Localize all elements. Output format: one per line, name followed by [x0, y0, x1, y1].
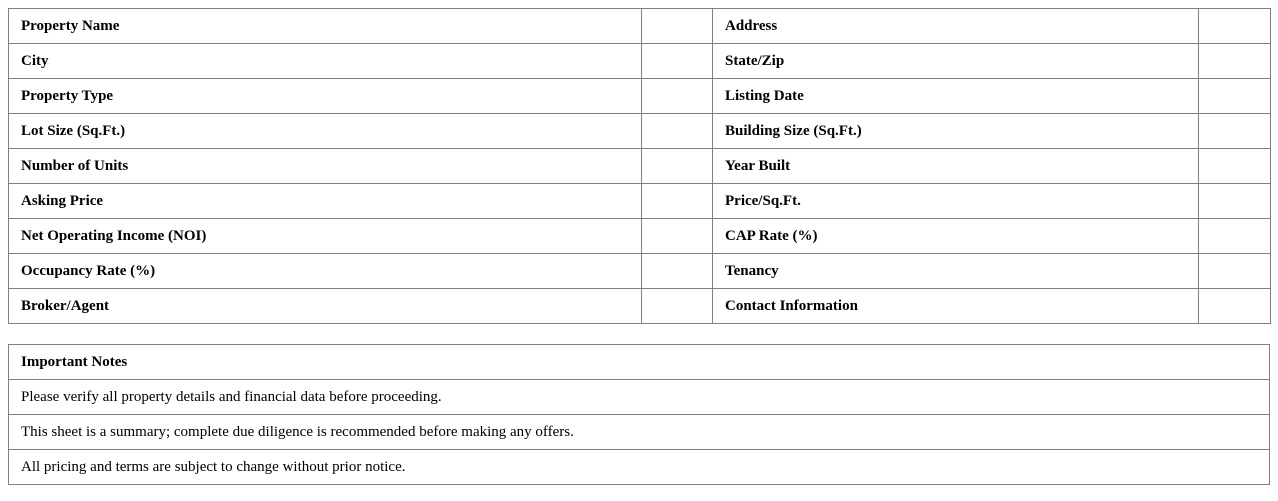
field-value-cap-rate[interactable]: [1199, 219, 1271, 254]
field-label-city: City: [9, 44, 642, 79]
field-value-number-of-units[interactable]: [642, 149, 713, 184]
field-label-building-size: Building Size (Sq.Ft.): [713, 114, 1199, 149]
field-value-property-type[interactable]: [642, 79, 713, 114]
field-value-broker-agent[interactable]: [642, 289, 713, 324]
field-label-contact-information: Contact Information: [713, 289, 1199, 324]
field-value-property-name[interactable]: [642, 9, 713, 44]
field-value-state-zip[interactable]: [1199, 44, 1271, 79]
field-label-number-of-units: Number of Units: [9, 149, 642, 184]
field-value-city[interactable]: [642, 44, 713, 79]
table-row: [9, 380, 1270, 415]
table-row: [9, 79, 1271, 114]
property-details-body: [9, 9, 1271, 324]
field-value-contact-information[interactable]: [1199, 289, 1271, 324]
field-value-asking-price[interactable]: [642, 184, 713, 219]
table-row: [9, 345, 1270, 380]
field-label-tenancy: Tenancy: [713, 254, 1199, 289]
field-label-property-name: Property Name: [9, 9, 642, 44]
table-row: [9, 114, 1271, 149]
table-row: [9, 184, 1271, 219]
field-value-building-size[interactable]: [1199, 114, 1271, 149]
field-value-address[interactable]: [1199, 9, 1271, 44]
field-label-address: Address: [713, 9, 1199, 44]
notes-heading: Important Notes: [9, 345, 1270, 380]
note-item: Please verify all property details and financial data before proceeding.: [9, 380, 1270, 415]
field-value-listing-date[interactable]: [1199, 79, 1271, 114]
important-notes-table: [8, 344, 1270, 485]
field-label-occupancy-rate: Occupancy Rate (%): [9, 254, 642, 289]
field-label-price-per-sqft: Price/Sq.Ft.: [713, 184, 1199, 219]
field-label-cap-rate: CAP Rate (%): [713, 219, 1199, 254]
field-label-broker-agent: Broker/Agent: [9, 289, 642, 324]
field-value-tenancy[interactable]: [1199, 254, 1271, 289]
table-row: [9, 9, 1271, 44]
table-row: [9, 450, 1270, 485]
field-value-lot-size[interactable]: [642, 114, 713, 149]
field-label-noi: Net Operating Income (NOI): [9, 219, 642, 254]
property-details-table: [8, 8, 1271, 324]
table-row: [9, 149, 1271, 184]
field-value-occupancy-rate[interactable]: [642, 254, 713, 289]
field-label-property-type: Property Type: [9, 79, 642, 114]
field-value-year-built[interactable]: [1199, 149, 1271, 184]
field-label-year-built: Year Built: [713, 149, 1199, 184]
field-label-asking-price: Asking Price: [9, 184, 642, 219]
table-row: [9, 254, 1271, 289]
field-label-listing-date: Listing Date: [713, 79, 1199, 114]
table-row: [9, 415, 1270, 450]
table-row: [9, 289, 1271, 324]
field-value-noi[interactable]: [642, 219, 713, 254]
note-item: All pricing and terms are subject to change without prior notice.: [9, 450, 1270, 485]
field-label-lot-size: Lot Size (Sq.Ft.): [9, 114, 642, 149]
field-label-state-zip: State/Zip: [713, 44, 1199, 79]
note-item: This sheet is a summary; complete due diligence is recommended before making any offers.: [9, 415, 1270, 450]
table-row: [9, 219, 1271, 254]
important-notes-body: [9, 345, 1270, 485]
table-row: [9, 44, 1271, 79]
field-value-price-per-sqft[interactable]: [1199, 184, 1271, 219]
